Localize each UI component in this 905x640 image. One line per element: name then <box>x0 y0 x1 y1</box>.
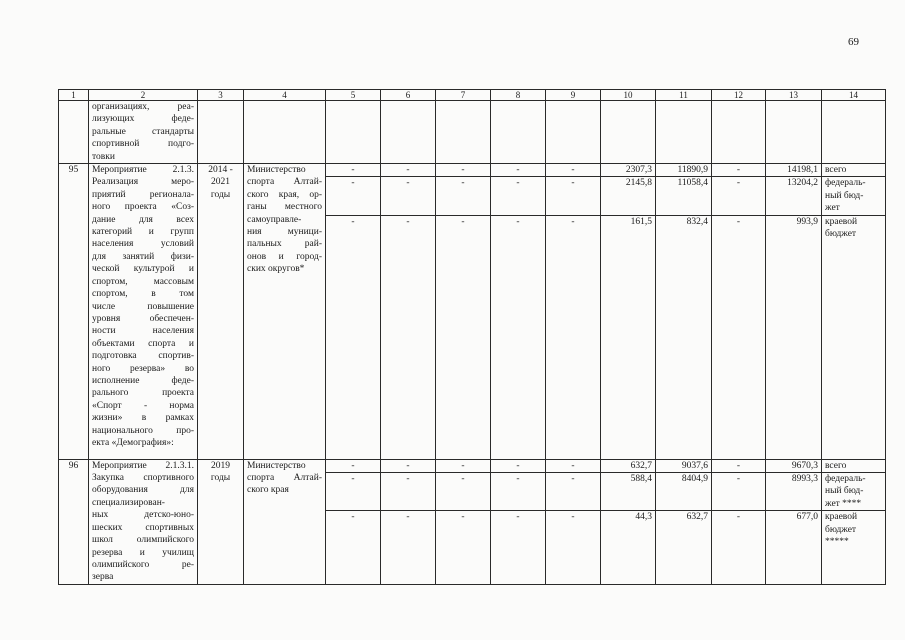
value-cell: - <box>436 473 491 511</box>
value-cell: - <box>491 215 546 459</box>
value-cell: - <box>381 511 436 585</box>
value-cell: 677,0 <box>766 511 822 585</box>
value-cell: - <box>712 177 766 215</box>
value-cell: - <box>546 473 601 511</box>
col-header: 11 <box>656 90 712 101</box>
value-cell: - <box>381 215 436 459</box>
col-header: 7 <box>436 90 491 101</box>
value-cell: - <box>546 511 601 585</box>
funding-source: всего <box>822 164 886 177</box>
value-cell: - <box>491 511 546 585</box>
value-cell: 632,7 <box>601 459 656 472</box>
col-header: 10 <box>601 90 656 101</box>
col-header: 3 <box>198 90 244 101</box>
value-cell: 2145,8 <box>601 177 656 215</box>
funding-source: краевой бюджет ***** <box>822 511 886 585</box>
value-cell: - <box>436 177 491 215</box>
value-cell: 14198,1 <box>766 164 822 177</box>
funding-source: федераль- ный бюд- жет **** <box>822 473 886 511</box>
implementation-years: 2019 годы <box>198 459 244 585</box>
value-cell: - <box>326 164 381 177</box>
col-header: 5 <box>326 90 381 101</box>
table-row <box>59 459 886 472</box>
value-cell: - <box>436 215 491 459</box>
value-cell: 13204,2 <box>766 177 822 215</box>
value-cell: - <box>326 459 381 472</box>
row-number: 95 <box>59 164 89 460</box>
value-cell: 993,9 <box>766 215 822 459</box>
value-cell: 832,4 <box>656 215 712 459</box>
col-header: 13 <box>766 90 822 101</box>
implementation-years: 2014 - 2021 годы <box>198 164 244 460</box>
row-number: 96 <box>59 459 89 585</box>
value-cell: - <box>712 215 766 459</box>
value-cell: 161,5 <box>601 215 656 459</box>
value-cell: - <box>326 215 381 459</box>
executor: Министерство спорта Алтай- ского края, ор- ганы местного самоуправле- ния муници- пальных рай- онов и город- ских округов* <box>244 164 326 460</box>
col-header: 12 <box>712 90 766 101</box>
value-cell: 588,4 <box>601 473 656 511</box>
page-number: 69 <box>848 36 859 48</box>
value-cell: 11058,4 <box>656 177 712 215</box>
value-cell: 44,3 <box>601 511 656 585</box>
value-cell: - <box>546 164 601 177</box>
col-header: 2 <box>89 90 198 101</box>
value-cell: - <box>381 473 436 511</box>
value-cell: - <box>491 473 546 511</box>
col-header: 9 <box>546 90 601 101</box>
value-cell: 2307,3 <box>601 164 656 177</box>
funding-source: всего <box>822 459 886 472</box>
col-header: 1 <box>59 90 89 101</box>
value-cell: - <box>491 459 546 472</box>
value-cell: - <box>436 511 491 585</box>
value-cell: - <box>381 164 436 177</box>
value-cell: - <box>546 215 601 459</box>
value-cell: 8993,3 <box>766 473 822 511</box>
value-cell: - <box>712 473 766 511</box>
value-cell: - <box>491 164 546 177</box>
value-cell: - <box>436 459 491 472</box>
value-cell: - <box>546 177 601 215</box>
value-cell: - <box>436 164 491 177</box>
col-header: 8 <box>491 90 546 101</box>
value-cell: 632,7 <box>656 511 712 585</box>
col-header: 6 <box>381 90 436 101</box>
program-measures-table <box>58 89 886 585</box>
value-cell: 11890,9 <box>656 164 712 177</box>
col-header: 4 <box>244 90 326 101</box>
continuation-row <box>59 101 886 164</box>
column-number-row <box>59 90 886 101</box>
measure-description: Мероприятие 2.1.3. Реализация меро- приятий регионала- ного проекта «Соз- дание для всех категорий и групп населения условий для занятий физи- ческой культурой и спортом, массовым спортом, в том числе повышение уровня обеспечен- ности населения объектами спорта и подготовка спортив- ного резерва» во исполнение феде- рального проекта «Спорт - норма жизни» в рамках национального про- екта «Демография»: <box>89 164 198 460</box>
value-cell: - <box>381 459 436 472</box>
value-cell: 8404,9 <box>656 473 712 511</box>
value-cell: - <box>326 177 381 215</box>
executor: Министерство спорта Алтай- ского края <box>244 459 326 585</box>
value-cell: - <box>491 177 546 215</box>
funding-source: краевой бюджет <box>822 215 886 459</box>
value-cell: 9037,6 <box>656 459 712 472</box>
value-cell: - <box>712 459 766 472</box>
col-header: 14 <box>822 90 886 101</box>
value-cell: - <box>712 511 766 585</box>
value-cell: - <box>326 473 381 511</box>
value-cell: - <box>712 164 766 177</box>
measure-description: Мероприятие 2.1.3.1. Закупка спортивного оборудования для специализирован- ных детско-юно- шеских спортивных школ олимпийского резерва и училищ олимпийского ре- зерва <box>89 459 198 585</box>
value-cell: - <box>381 177 436 215</box>
value-cell: - <box>326 511 381 585</box>
funding-source: федераль- ный бюд- жет <box>822 177 886 215</box>
value-cell: - <box>546 459 601 472</box>
value-cell: 9670,3 <box>766 459 822 472</box>
table-row <box>59 164 886 177</box>
measure-description: организациях, реа- лизующих феде- ральные стандарты спортивной подго- товки <box>89 101 198 164</box>
